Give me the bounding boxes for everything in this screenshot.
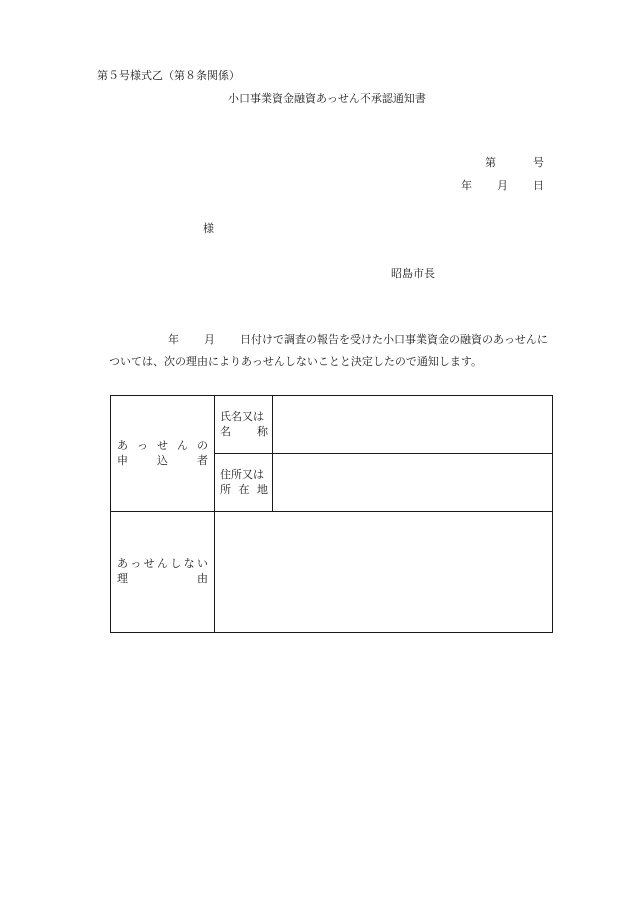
- address-label-line2: 所 在 地: [220, 482, 268, 496]
- body-month: 月: [204, 333, 215, 346]
- sender-name: 昭島市長: [391, 267, 435, 280]
- reason-label-line2: 理 由: [117, 572, 208, 585]
- reason-input-cell[interactable]: [215, 512, 553, 633]
- applicant-label-line2: 申 込 者: [117, 453, 208, 467]
- applicant-label-line1: あ っ せ ん の: [117, 438, 208, 452]
- address-input-cell[interactable]: [273, 454, 553, 512]
- applicant-label-cell: [111, 396, 215, 512]
- addressee-honorific: 様: [203, 222, 214, 235]
- address-label-cell: [215, 454, 273, 512]
- reason-label-line1: あ っ せ ん し な い: [117, 557, 208, 571]
- reason-label-cell: [111, 512, 215, 633]
- name-label-line1: 氏名又は: [220, 409, 264, 423]
- date-day: 日: [533, 179, 544, 192]
- applicant-form-table: [110, 395, 553, 633]
- date-month: 月: [497, 179, 508, 192]
- address-label-line1: 住所又は: [220, 467, 264, 481]
- doc-number-prefix: 第: [485, 156, 496, 169]
- form-number: 第５号様式乙（第８条関係）: [97, 69, 240, 82]
- doc-number-suffix: 号: [533, 156, 544, 169]
- name-label-line2: 名 称: [220, 424, 268, 438]
- name-input-cell[interactable]: [273, 396, 553, 454]
- date-year: 年: [461, 179, 472, 192]
- name-label-cell: [215, 396, 273, 454]
- document-title: 小口事業資金融資あっせん不承認通知書: [228, 92, 426, 105]
- body-year: 年: [168, 333, 179, 346]
- body-line1: 日付けで調査の報告を受けた小口事業資金の融資のあっせんに: [240, 333, 548, 346]
- body-line2: ついては、次の理由によりあっせんしないことと決定したので通知します。: [109, 355, 483, 368]
